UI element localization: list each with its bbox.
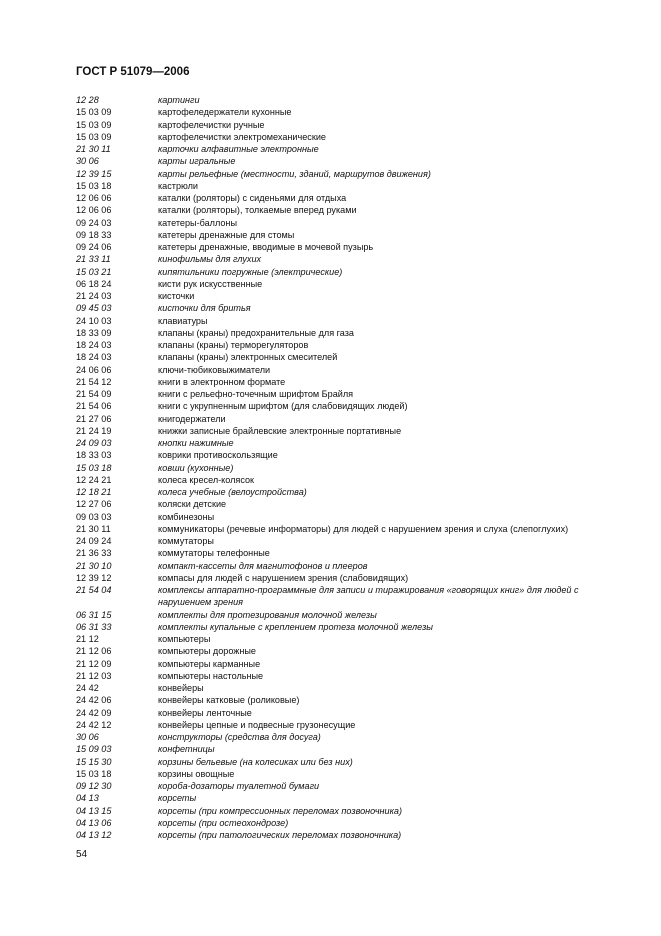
index-entry [76, 609, 616, 621]
entry-code: 21 30 11 [76, 144, 111, 154]
entry-code: 15 15 30 [76, 756, 112, 767]
entry-text: каталки (роляторы) с сиденьями для отдыха [158, 193, 347, 203]
entry-text: комбинезоны [158, 511, 215, 522]
entry-code: 24 42 06 [76, 695, 112, 706]
index-entry [76, 486, 616, 498]
index-entry [76, 707, 616, 719]
entry-text: корсеты (при патологических переломах позвоночника) [158, 830, 402, 840]
entry-text: кнопки нажимные [158, 438, 234, 448]
entry-text: корсеты [158, 793, 197, 804]
entry-code: 24 42 [76, 683, 99, 693]
entry-code: 12 18 21 [76, 487, 112, 497]
entry-code: 12 39 15 [76, 168, 112, 179]
index-entry [76, 278, 616, 290]
entry-code: 21 12 03 [76, 670, 112, 681]
entry-code: 15 03 18 [76, 462, 112, 473]
entry-code: 06 31 33 [76, 621, 112, 632]
index-entry [76, 376, 616, 388]
entry-text: книгодержатели [158, 413, 226, 424]
entry-code: 21 24 03 [76, 291, 112, 301]
entry-text: комплекты для протезирования молочной железы [158, 609, 377, 620]
index-entry [76, 523, 616, 535]
index-entry [76, 400, 616, 412]
index-entry [76, 511, 616, 523]
entry-text: клапаны (краны) электронных смесителей [158, 352, 338, 363]
index-entry [76, 315, 616, 327]
index-entry [76, 119, 616, 131]
index-entry [76, 241, 616, 253]
entry-text: кисточки для бритья [158, 303, 251, 314]
entry-text: клапаны (краны) предохранительные для газа [158, 327, 354, 338]
index-entry [76, 560, 616, 572]
index-entry [76, 266, 616, 278]
entry-text: компьютеры настольные [158, 670, 264, 681]
index-entry [76, 572, 616, 584]
index-entry [76, 425, 616, 437]
entry-code: 24 06 06 [76, 364, 112, 375]
entry-code: 24 10 03 [76, 315, 112, 326]
entry-code: 18 24 03 [76, 340, 112, 350]
index-entry [76, 327, 616, 339]
entry-text: кинофильмы для глухих [158, 254, 262, 265]
page-number: 54 [76, 849, 88, 860]
index-entry [76, 229, 616, 241]
entry-text: карты рельефные (местности, зданий, маршрутов движения) [158, 168, 431, 179]
entry-text: кисточки [158, 291, 195, 301]
index-entry [76, 498, 616, 510]
document-header: ГОСТ Р 51079—2006 [76, 66, 190, 78]
entry-code: 12 24 21 [76, 474, 112, 485]
index-entry [76, 180, 616, 192]
index-entry [76, 302, 616, 314]
index-entry [76, 290, 616, 302]
entry-code: 18 33 09 [76, 327, 112, 338]
entry-code: 21 24 19 [76, 425, 112, 436]
index-entry [76, 584, 616, 609]
index-entry [76, 217, 616, 229]
entry-text: картофелечистки электромеханические [158, 131, 326, 142]
entry-text: клапаны (краны) терморегуляторов [158, 340, 309, 350]
index-entry [76, 829, 616, 841]
entry-code: 04 13 12 [76, 830, 112, 840]
entry-text: катетеры дренажные для стомы [158, 229, 295, 240]
entry-text: короба-дозаторы туалетной бумаги [158, 781, 320, 791]
index-entry [76, 621, 616, 633]
index-entry [76, 192, 616, 204]
entry-text: коляски детские [158, 499, 227, 510]
entry-code: 24 42 12 [76, 719, 112, 730]
entry-text: корсеты (при компрессионных переломах позвоночника) [158, 805, 402, 816]
index-entry [76, 719, 616, 731]
index-entry [76, 253, 616, 265]
entry-code: 21 30 10 [76, 560, 112, 571]
entry-code: 21 54 09 [76, 389, 112, 399]
entry-text: конвейеры [158, 683, 204, 693]
entry-code: 21 33 11 [76, 254, 111, 265]
entry-code: 04 13 06 [76, 817, 112, 828]
index-entry [76, 633, 616, 645]
entry-code: 09 24 03 [76, 217, 112, 228]
index-entry [76, 449, 616, 461]
index-entry [76, 645, 616, 657]
index-entry [76, 351, 616, 363]
index-entry [76, 805, 616, 817]
entry-text: комплекты купальные с креплением протеза молочной железы [158, 621, 434, 632]
entry-code: 09 03 03 [76, 511, 112, 522]
entry-code: 06 18 24 [76, 278, 112, 289]
entry-text: карты игральные [158, 156, 236, 167]
entry-text: картофелечистки ручные [158, 119, 265, 130]
entry-code: 21 12 06 [76, 646, 112, 657]
index-entry [76, 155, 616, 167]
entry-text: ковши (кухонные) [158, 462, 234, 473]
index-entry [76, 106, 616, 118]
entry-text: комплексы аппаратно-программные для записи и тиражирования «говорящих книг» для людей с нарушением зрения [158, 585, 579, 608]
index-list [76, 94, 616, 841]
entry-text: компьютеры дорожные [158, 646, 256, 657]
entry-text: корзины бельевые (на колесиках или без них) [158, 756, 353, 767]
entry-code: 15 03 09 [76, 119, 112, 130]
entry-text: колеса учебные (велоустройства) [158, 487, 307, 497]
entry-code: 21 36 33 [76, 548, 112, 559]
index-entry [76, 756, 616, 768]
entry-text: катетеры дренажные, вводимые в мочевой пузырь [158, 242, 374, 252]
entry-code: 12 06 06 [76, 205, 112, 216]
index-entry [76, 547, 616, 559]
entry-code: 09 18 33 [76, 229, 112, 240]
entry-text: ключи-тюбиковыжиматели [158, 364, 271, 375]
entry-code: 18 33 03 [76, 450, 112, 461]
entry-code: 09 45 03 [76, 303, 112, 314]
entry-code: 15 03 18 [76, 768, 112, 779]
index-entry [76, 474, 616, 486]
entry-code: 18 24 03 [76, 352, 112, 363]
entry-text: книги с укрупненным шрифтом (для слабовидящих людей) [158, 401, 408, 412]
entry-code: 15 03 09 [76, 107, 112, 118]
entry-text: картинги [158, 95, 200, 105]
entry-code: 15 03 09 [76, 131, 112, 142]
index-entry [76, 682, 616, 694]
index-entry [76, 131, 616, 143]
entry-text: корсеты (при остеохондрозе) [158, 817, 289, 828]
entry-text: компьютеры [158, 634, 211, 644]
entry-code: 04 13 15 [76, 805, 112, 816]
index-entry [76, 768, 616, 780]
entry-code: 09 12 30 [76, 781, 112, 791]
index-entry [76, 413, 616, 425]
index-entry [76, 168, 616, 180]
entry-text: книги с рельефно-точечным шрифтом Брайля [158, 389, 354, 399]
index-entry [76, 670, 616, 682]
entry-code: 12 28 [76, 95, 99, 105]
entry-text: конвейеры катковые (роликовые) [158, 695, 300, 706]
index-entry [76, 817, 616, 829]
entry-text: конфетницы [158, 744, 215, 755]
entry-text: компьютеры карманные [158, 658, 261, 669]
entry-text: книжки записные брайлевские электронные портативные [158, 425, 402, 436]
index-entry [76, 780, 616, 792]
index-entry [76, 535, 616, 547]
index-entry [76, 143, 616, 155]
entry-code: 12 27 06 [76, 499, 112, 510]
entry-code: 06 31 15 [76, 609, 112, 620]
entry-code: 12 06 06 [76, 193, 112, 203]
entry-code: 21 12 09 [76, 658, 112, 669]
entry-code: 21 30 11 [76, 523, 111, 534]
index-entry [76, 462, 616, 474]
entry-text: конструкторы (средства для досуга) [158, 732, 321, 742]
index-entry [76, 731, 616, 743]
entry-code: 21 12 [76, 634, 99, 644]
entry-code: 24 09 24 [76, 536, 112, 546]
entry-code: 04 13 [76, 793, 99, 804]
entry-text: кипятильники погружные (электрические) [158, 266, 343, 277]
entry-text: корзины овощные [158, 768, 235, 779]
index-entry [76, 437, 616, 449]
entry-code: 30 06 [76, 156, 99, 167]
entry-text: карточки алфавитные электронные [158, 144, 319, 154]
index-entry [76, 339, 616, 351]
entry-code: 15 09 03 [76, 744, 112, 755]
entry-text: каталки (роляторы), толкаемые вперед руками [158, 205, 357, 216]
entry-text: клавиатуры [158, 315, 208, 326]
entry-code: 09 24 06 [76, 242, 112, 252]
index-entry [76, 792, 616, 804]
entry-text: коммутаторы телефонные [158, 548, 270, 559]
entry-text: кисти рук искусственные [158, 278, 263, 289]
entry-code: 15 03 21 [76, 266, 112, 277]
entry-code: 24 09 03 [76, 438, 112, 448]
index-entry [76, 743, 616, 755]
entry-text: компасы для людей с нарушением зрения (слабовидящих) [158, 572, 409, 583]
entry-text: компакт-кассеты для магнитофонов и плееров [158, 560, 368, 571]
entry-code: 30 06 [76, 732, 99, 742]
entry-text: коммуникаторы (речевые информаторы) для людей с нарушением зрения и слуха (слепоглухих) [158, 523, 569, 534]
index-entry [76, 364, 616, 376]
entry-text: конвейеры ленточные [158, 707, 252, 718]
entry-code: 24 42 09 [76, 707, 112, 718]
entry-code: 21 54 12 [76, 376, 112, 387]
entry-code: 12 39 12 [76, 572, 112, 583]
entry-text: коммутаторы [158, 536, 214, 546]
entry-code: 21 54 04 [76, 585, 112, 595]
entry-text: колеса кресел-колясок [158, 474, 255, 485]
entry-text: коврики противоскользящие [158, 450, 278, 461]
index-entry [76, 658, 616, 670]
index-entry [76, 388, 616, 400]
entry-text: кастрюли [158, 180, 199, 191]
entry-text: катетеры-баллоны [158, 217, 237, 228]
entry-code: 21 54 06 [76, 401, 112, 412]
entry-code: 21 27 06 [76, 413, 112, 424]
entry-text: картофеледержатели кухонные [158, 107, 292, 118]
index-entry [76, 94, 616, 106]
index-entry [76, 204, 616, 216]
entry-text: конвейеры цепные и подвесные грузонесущие [158, 719, 356, 730]
index-entry [76, 694, 616, 706]
entry-code: 15 03 18 [76, 180, 112, 191]
entry-text: книги в электронном формате [158, 376, 286, 387]
